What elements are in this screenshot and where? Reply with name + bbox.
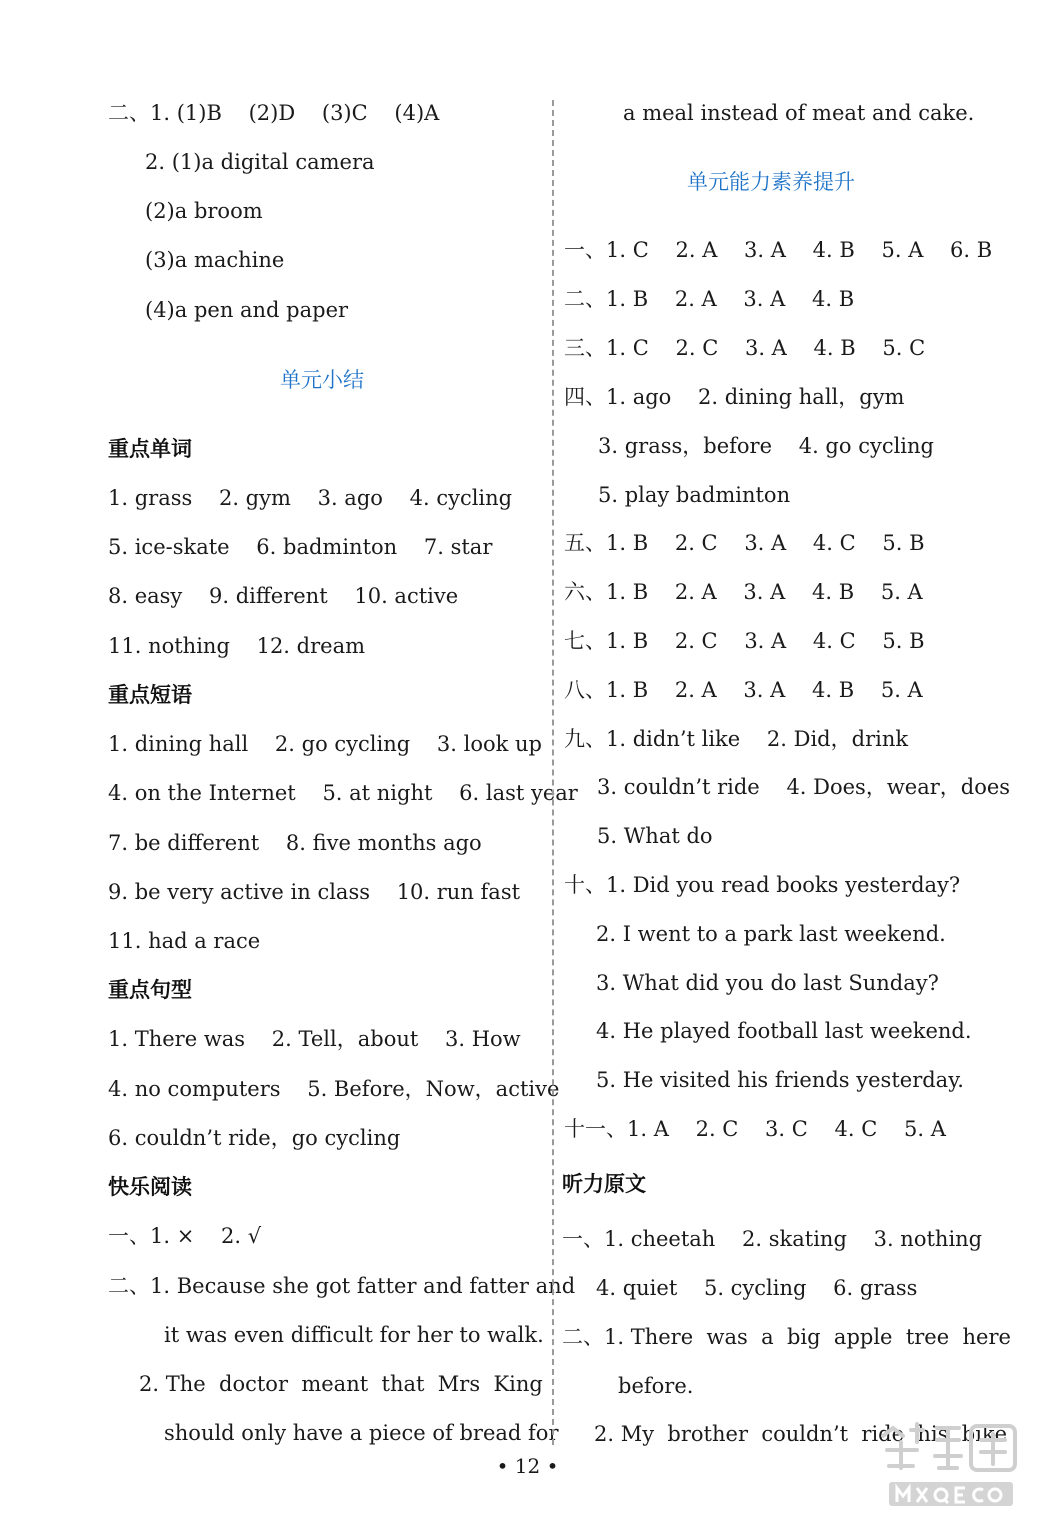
vocab-line: 11. nothing 12. dream [108, 634, 366, 658]
ability-title: 单元能力素养提升 [687, 170, 855, 194]
column-divider [552, 100, 554, 1445]
section-2-line-1: 二、1. (1)B (2)D (3)C (4)A [108, 101, 440, 125]
continued-line: a meal instead of meat and cake. [623, 101, 975, 125]
phrases-heading: 重点短语 [108, 683, 192, 707]
watermark-logo [871, 1416, 1031, 1516]
phrases-line: 4. on the Internet 5. at night 6. last year [108, 781, 578, 805]
listening-line-1: 一、1. cheetah 2. skating 3. nothing [562, 1227, 983, 1251]
reading-line-3: it was even difficult for her to walk. [164, 1323, 544, 1347]
answer-line: 5. He visited his friends yesterday. [596, 1068, 964, 1092]
unit-summary-title: 单元小结 [280, 368, 364, 392]
sentences-line: 1. There was 2. Tell，about 3. How [108, 1027, 521, 1051]
answer-line: 九、1. didn’t like 2. Did，drink [564, 727, 909, 751]
reading-heading: 快乐阅读 [108, 1175, 192, 1199]
listening-line-5: 2. My brother couldn’t ride his bike [594, 1422, 1008, 1446]
reading-line-1: 一、1. × 2. √ [108, 1224, 262, 1248]
answer-line: 3. What did you do last Sunday? [596, 971, 939, 995]
reading-line-4: 2. The doctor meant that Mrs King [139, 1372, 543, 1396]
section-2-line-2: 2. (1)a digital camera [145, 150, 375, 174]
answer-line: 3. couldn’t ride 4. Does，wear，does [597, 775, 1011, 799]
listening-line-4: before. [618, 1374, 694, 1398]
phrases-line: 7. be different 8. five months ago [108, 831, 482, 855]
reading-line-2: 二、1. Because she got fatter and fatter and [108, 1274, 576, 1298]
sentences-line: 6. couldn’t ride，go cycling [108, 1126, 401, 1150]
sentences-heading: 重点句型 [108, 978, 192, 1002]
vocab-heading: 重点单词 [108, 437, 192, 461]
listening-line-2: 4. quiet 5. cycling 6. grass [596, 1276, 918, 1300]
answer-line: 八、1. B 2. A 3. A 4. B 5. A [564, 678, 923, 702]
phrases-line: 11. had a race [108, 929, 261, 953]
watermark-icon [871, 1416, 1031, 1516]
phrases-line: 9. be very active in class 10. run fast [108, 880, 521, 904]
answer-line: 三、1. C 2. C 3. A 4. B 5. C [564, 336, 926, 360]
answer-line: 七、1. B 2. C 3. A 4. C 5. B [564, 629, 925, 653]
sentences-line: 4. no computers 5. Before，Now，active [108, 1077, 560, 1101]
answer-line: 3. grass，before 4. go cycling [598, 434, 934, 458]
phrases-line: 1. dining hall 2. go cycling 3. look up [108, 732, 542, 756]
answer-line: 一、1. C 2. A 3. A 4. B 5. A 6. B [564, 238, 993, 262]
listening-line-3: 二、1. There was a big apple tree here [562, 1325, 1011, 1349]
answer-line: 十一、1. A 2. C 3. C 4. C 5. A [564, 1117, 946, 1141]
answer-line: 四、1. ago 2. dining hall，gym [564, 385, 905, 409]
section-2-line-5: (4)a pen and paper [145, 298, 349, 322]
answer-line: 4. He played football last weekend. [596, 1019, 972, 1043]
section-2-line-4: (3)a machine [145, 248, 285, 272]
answer-line: 5. What do [597, 824, 713, 848]
answer-line: 5. play badminton [598, 483, 791, 507]
listening-heading: 听力原文 [562, 1172, 646, 1196]
answer-line: 2. I went to a park last weekend. [596, 922, 946, 946]
vocab-line: 5. ice-skate 6. badminton 7. star [108, 535, 493, 559]
page-number: • 12 • [496, 1454, 559, 1478]
answer-line: 六、1. B 2. A 3. A 4. B 5. A [564, 580, 923, 604]
answer-line: 二、1. B 2. A 3. A 4. B [564, 287, 855, 311]
answer-line: 五、1. B 2. C 3. A 4. C 5. B [564, 531, 925, 555]
section-2-line-3: (2)a broom [145, 199, 263, 223]
reading-line-5: should only have a piece of bread for [164, 1421, 559, 1445]
vocab-line: 1. grass 2. gym 3. ago 4. cycling [108, 486, 513, 510]
answer-line: 十、1. Did you read books yesterday? [564, 873, 961, 897]
vocab-line: 8. easy 9. different 10. active [108, 584, 459, 608]
